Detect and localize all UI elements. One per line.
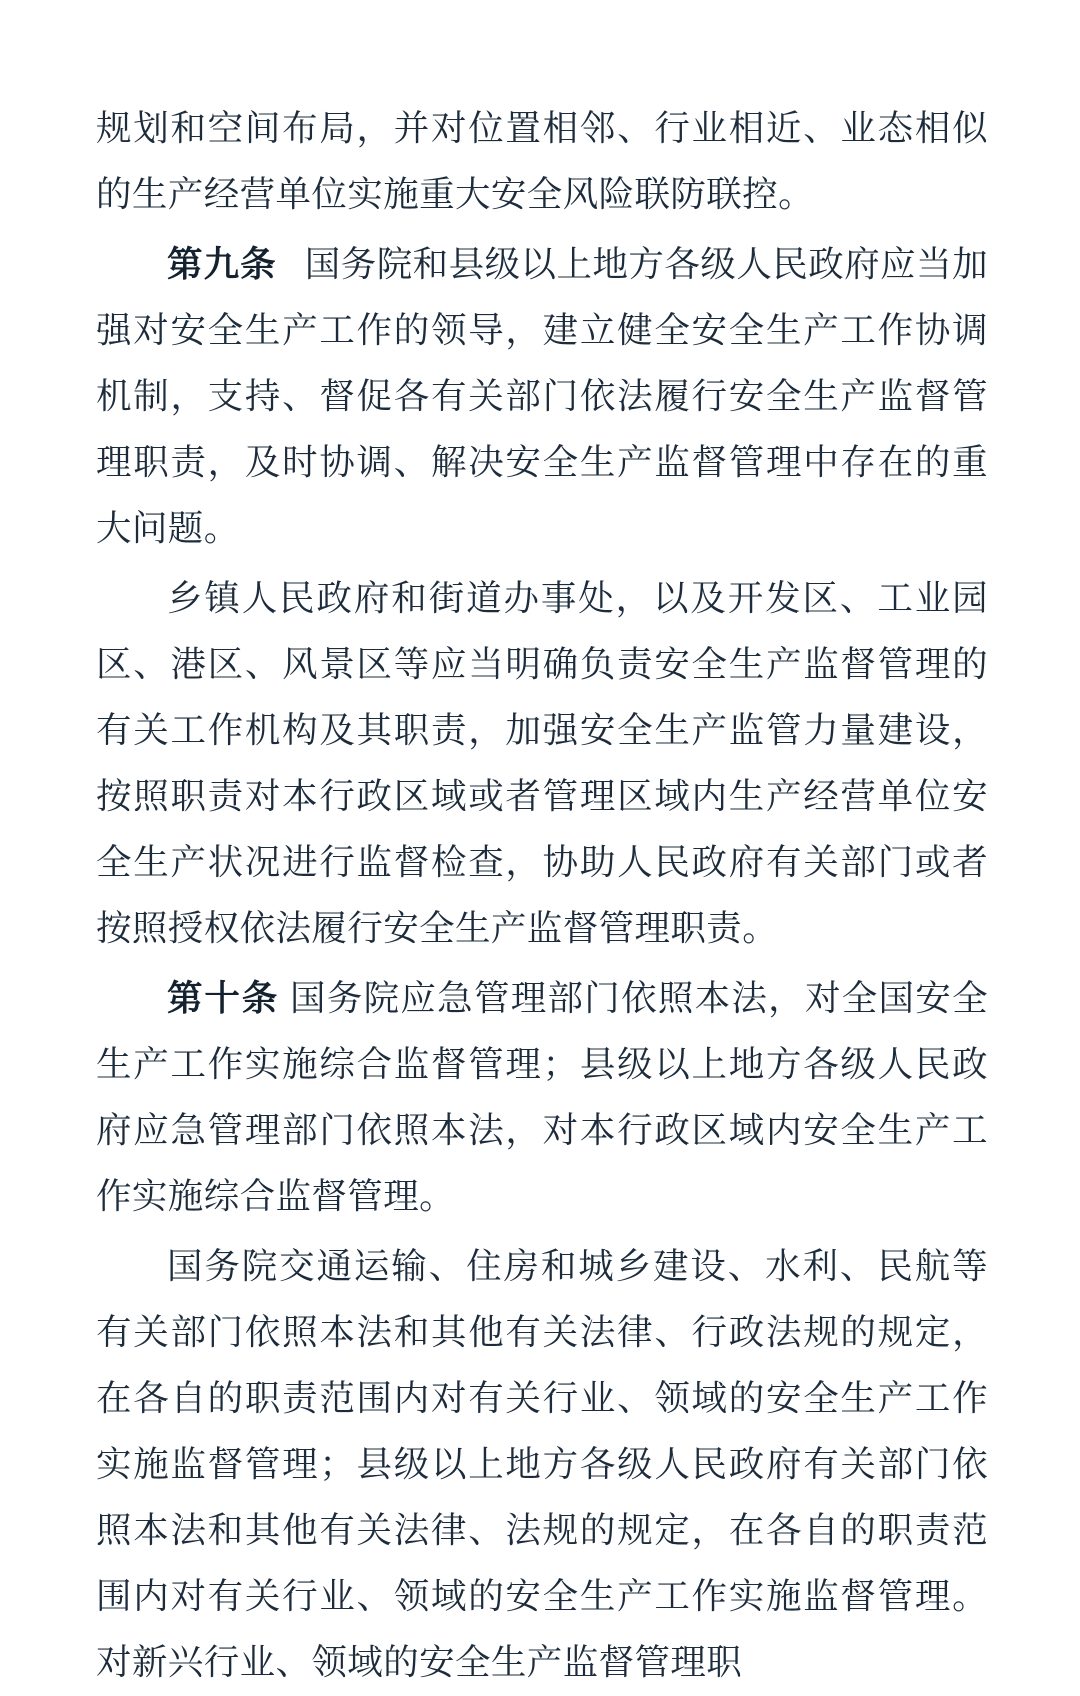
article-ten-paragraph [96, 966, 988, 1230]
article-nine-paragraph [96, 232, 988, 562]
paragraph-text: 国务院应急管理部门依照本法，对全国安全生产工作实施综合监督管理；县级以上地方各级人民政府应急管理部门依照本法，对本行政区域内安全生产工作实施综合监督管理。 [96, 978, 988, 1217]
paragraph-text: 规划和空间布局，并对位置相邻、行业相近、业态相似的生产经营单位实施重大安全风险联防联控。 [96, 108, 988, 215]
article-nine-second-paragraph [96, 566, 988, 962]
article-number-label: 第十条 [167, 978, 280, 1019]
paragraph-text: 国务院交通运输、住房和城乡建设、水利、民航等有关部门依照本法和其他有关法律、行政法规的规定，在各自的职责范围内对有关行业、领域的安全生产工作实施监督管理；县级以上地方各级人民政府有关部门依照本法和其他有关法律、法规的规定，在各自的职责范围内对有关行业、领域的安全生产工作实施监督管理。对新兴行业、领域的安全生产监督管理职 [96, 1246, 988, 1683]
document-body [96, 96, 988, 1696]
paragraph-text: 乡镇人民政府和街道办事处，以及开发区、工业园区、港区、风景区等应当明确负责安全生产监督管理的有关工作机构及其职责，加强安全生产监管力量建设，按照职责对本行政区域或者管理区域内生产经营单位安全生产状况进行监督检查，协助人民政府有关部门或者按照授权依法履行安全生产监督管理职责。 [96, 578, 988, 949]
paragraph-text: 国务院和县级以上地方各级人民政府应当加强对安全生产工作的领导，建立健全安全生产工作协调机制，支持、督促各有关部门依法履行安全生产监督管理职责，及时协调、解决安全生产监督管理中存在的重大问题。 [96, 244, 988, 549]
article-number-label: 第九条 [167, 244, 277, 285]
article-ten-second-paragraph [96, 1234, 988, 1696]
paragraph-continuation [96, 96, 988, 228]
